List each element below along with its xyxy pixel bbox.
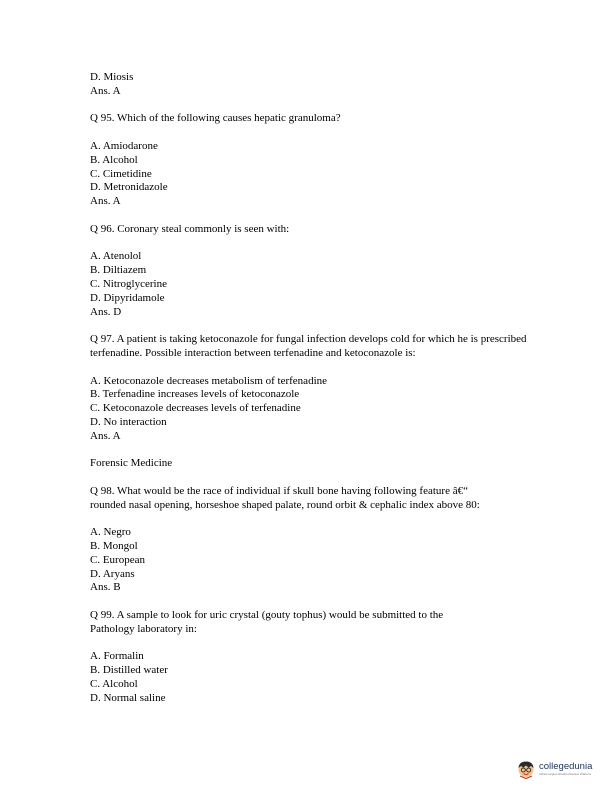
question-99 — [90, 609, 530, 706]
question-text: Q 97. A patient is taking ketoconazole for fungal infection develops cold for which he is prescribed terfenadine. Possible interaction between terfenadine and ketoconazole is: — [90, 333, 527, 359]
option: C. Cimetidine — [90, 167, 152, 180]
answer: Ans. A — [90, 84, 121, 97]
collegedunia-mascot-icon — [516, 759, 536, 779]
question-text-line: Pathology laboratory in: — [90, 622, 197, 635]
question-text-line: Q 99. A sample to look for uric crystal (gouty tophus) would be submitted to the — [90, 609, 444, 622]
answer: Ans. A — [90, 195, 121, 208]
question-text-line: Q 98. What would be the race of individual if skull bone having following feature â€“ — [90, 484, 468, 497]
logo-tagline: India's largest Student Review Platform — [539, 772, 592, 776]
option: C. Nitroglycerine — [90, 277, 167, 290]
question-97 — [90, 333, 530, 443]
question-95 — [90, 112, 530, 209]
option: A. Ketoconazole decreases metabolism of terfenadine — [90, 374, 328, 387]
option: D. Dipyridamole — [90, 291, 165, 304]
option: B. Diltiazem — [90, 264, 147, 277]
question-98 — [90, 485, 530, 595]
option: B. Mongol — [90, 540, 138, 553]
option: D. No interaction — [90, 415, 167, 428]
option: D. Normal saline — [90, 691, 166, 704]
option: A. Atenolol — [90, 250, 142, 263]
answer: Ans. D — [90, 305, 122, 318]
option: A. Formalin — [90, 650, 144, 663]
question-text: Q 95. Which of the following causes hepatic granuloma? — [90, 112, 341, 125]
option: B. Distilled water — [90, 664, 168, 677]
option: A. Amiodarone — [90, 139, 158, 152]
option: A. Negro — [90, 526, 131, 539]
option: B. Alcohol — [90, 153, 138, 166]
question-96 — [90, 223, 530, 320]
prev-question-tail — [90, 71, 530, 99]
page-content — [90, 71, 530, 706]
question-text: Q 96. Coronary steal commonly is seen with: — [90, 222, 290, 235]
logo-wordmark: collegedunia — [539, 761, 593, 772]
collegedunia-logo — [516, 757, 592, 781]
option: C. Alcohol — [90, 678, 138, 691]
option: D. Aryans — [90, 567, 135, 580]
answer: Ans. A — [90, 429, 121, 442]
option: D. Miosis — [90, 71, 134, 83]
option: D. Metronidazole — [90, 181, 168, 194]
option: B. Terfenadine increases levels of ketoconazole — [90, 388, 300, 401]
question-text-line: rounded nasal opening, horseshoe shaped palate, round orbit & cephalic index above 80: — [90, 498, 480, 511]
section-heading: Forensic Medicine — [90, 457, 173, 470]
option: C. European — [90, 553, 145, 566]
answer: Ans. B — [90, 581, 121, 594]
option: C. Ketoconazole decreases levels of terfenadine — [90, 402, 301, 415]
